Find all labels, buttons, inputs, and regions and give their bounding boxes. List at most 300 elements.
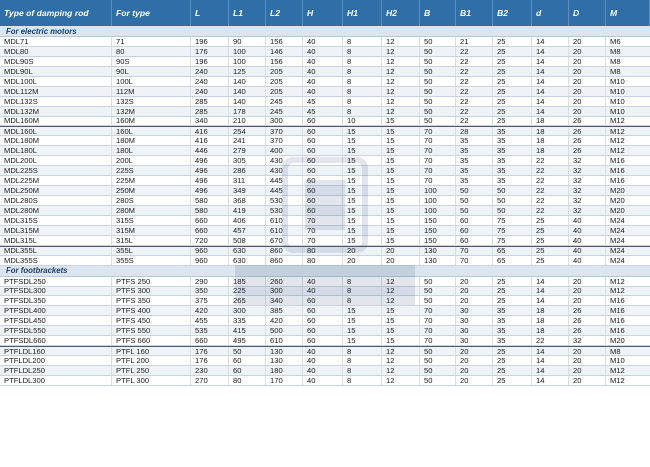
table-cell: 35 [493, 127, 532, 135]
table-cell: 660 [191, 226, 229, 235]
table-cell: 45 [303, 107, 343, 116]
table-cell: 25 [493, 376, 532, 385]
table-cell: 270 [191, 376, 229, 385]
table-cell: 535 [191, 326, 229, 335]
table-cell: 50 [420, 87, 456, 96]
table-row [0, 117, 650, 127]
column-header: L1 [229, 0, 266, 26]
table-row [0, 256, 650, 266]
table-cell: 90 [229, 37, 266, 46]
section-title: For electric motors [0, 26, 650, 37]
table-cell: 370 [266, 127, 303, 135]
table-cell: 20 [343, 247, 382, 255]
table-cell: 15 [343, 196, 382, 205]
table-cell: 340 [266, 296, 303, 305]
column-header: M [606, 0, 650, 26]
table-cell: 25 [493, 287, 532, 296]
table-cell: 40 [303, 366, 343, 375]
table-cell: 960 [191, 247, 229, 255]
table-cell: 50 [493, 186, 532, 195]
table-cell: 50 [420, 77, 456, 86]
table-cell: 180M [112, 136, 191, 145]
table-cell: 290 [191, 277, 229, 286]
table-cell: 22 [532, 166, 569, 175]
table-cell: 20 [569, 37, 606, 46]
table-cell: M16 [610, 326, 625, 336]
table-cell: 430 [266, 166, 303, 175]
table-cell: 70 [420, 326, 456, 335]
table-cell: M10 [610, 76, 625, 86]
table-cell: PTFLDL300 [0, 376, 112, 385]
table-cell: 496 [191, 156, 229, 165]
table-cell: 50 [420, 47, 456, 56]
table-cell: 610 [266, 226, 303, 235]
table-cell: 132M [112, 107, 191, 116]
table-cell: 35 [456, 156, 493, 165]
table-cell: 286 [229, 166, 266, 175]
table-cell: 45 [303, 97, 343, 106]
table-cell: 416 [191, 127, 229, 135]
table-cell: 205 [266, 77, 303, 86]
table-cell: 100 [420, 206, 456, 215]
table-cell: 26 [569, 316, 606, 325]
table-cell: MDL90L [0, 67, 112, 76]
table-cell: 15 [343, 326, 382, 335]
table-cell: 14 [532, 87, 569, 96]
table-cell: 20 [569, 356, 606, 365]
table-cell: 15 [343, 306, 382, 315]
table-cell: 75 [493, 216, 532, 225]
table-cell: 349 [229, 186, 266, 195]
table-cell: M10 [610, 96, 625, 106]
table-cell: 8 [343, 47, 382, 56]
table-cell: 496 [191, 186, 229, 195]
table-row [0, 287, 650, 297]
table-cell: 25 [532, 256, 569, 265]
table-cell: MDL71 [0, 37, 112, 46]
table-cell: 35 [493, 176, 532, 185]
table-cell: M24 [610, 235, 625, 245]
table-cell: 445 [266, 176, 303, 185]
table-cell: 35 [493, 336, 532, 345]
table-cell: 60 [303, 306, 343, 315]
table-cell: 457 [229, 226, 266, 235]
table-cell: 40 [303, 356, 343, 365]
table-cell: 15 [343, 166, 382, 175]
table-cell: 15 [382, 136, 420, 145]
table-cell: 205 [266, 87, 303, 96]
table-row [0, 306, 650, 316]
table-cell: 15 [382, 306, 420, 315]
table-cell: 12 [382, 57, 420, 66]
table-cell: 240 [191, 67, 229, 76]
table-cell: 70 [303, 236, 343, 245]
table-cell: 15 [382, 156, 420, 165]
table-cell: 60 [303, 166, 343, 175]
table-cell: 30 [456, 316, 493, 325]
table-cell: 22 [456, 117, 493, 126]
table-cell: 15 [382, 196, 420, 205]
table-cell: 12 [382, 347, 420, 355]
table-cell: 150 [420, 226, 456, 235]
table-cell: M16 [610, 316, 625, 326]
table-cell: 90S [112, 57, 191, 66]
table-cell: M8 [610, 347, 621, 356]
table-cell: 60 [229, 366, 266, 375]
table-cell: MDL315L [0, 236, 112, 245]
table-cell: 15 [343, 156, 382, 165]
table-cell: 70 [420, 166, 456, 175]
table-cell: 530 [266, 196, 303, 205]
table-cell: 100 [420, 196, 456, 205]
table-cell: 60 [303, 117, 343, 126]
table-cell: PTFSDL350 [0, 296, 112, 305]
table-cell: 150 [420, 216, 456, 225]
table-cell: 40 [303, 376, 343, 385]
table-row [0, 87, 650, 97]
table-cell: 20 [569, 47, 606, 56]
table-cell: 315L [112, 236, 191, 245]
table-cell: PTFL 160 [112, 347, 191, 355]
table-cell: 40 [303, 37, 343, 46]
table-cell: 60 [303, 186, 343, 195]
table-row [0, 67, 650, 77]
table-cell: 355L [112, 247, 191, 255]
table-cell: 176 [191, 347, 229, 355]
table-row [0, 236, 650, 246]
table-header [0, 0, 650, 26]
table-cell: 610 [266, 336, 303, 345]
table-cell: 15 [343, 236, 382, 245]
table-cell: 70 [420, 306, 456, 315]
table-cell: 25 [493, 87, 532, 96]
table-cell: 446 [191, 146, 229, 155]
table-cell: 130 [420, 247, 456, 255]
table-cell: 15 [343, 216, 382, 225]
table-cell: 8 [343, 77, 382, 86]
column-header: d [532, 0, 569, 26]
table-cell: 156 [266, 57, 303, 66]
table-cell: 50 [493, 196, 532, 205]
table-cell: 10 [343, 117, 382, 126]
table-cell: 40 [569, 247, 606, 255]
table-cell: 70 [420, 336, 456, 345]
table-cell: 15 [382, 326, 420, 335]
table-cell: MDL132M [0, 107, 112, 116]
table-cell: 26 [569, 136, 606, 145]
table-cell: 250M [112, 186, 191, 195]
table-cell: 22 [456, 47, 493, 56]
table-cell: 12 [382, 376, 420, 385]
table-cell: 15 [382, 236, 420, 245]
table-cell: 25 [493, 356, 532, 365]
table-cell: M24 [610, 246, 625, 255]
table-cell: 65 [493, 256, 532, 265]
table-cell: PTFLDL200 [0, 356, 112, 365]
table-cell: 25 [493, 366, 532, 375]
table-cell: 240 [191, 77, 229, 86]
table-cell: 22 [532, 196, 569, 205]
table-cell: 8 [343, 87, 382, 96]
table-cell: 32 [569, 166, 606, 175]
table-cell: 445 [266, 186, 303, 195]
table-cell: 14 [532, 366, 569, 375]
table-cell: 22 [456, 87, 493, 96]
table-cell: M16 [610, 166, 625, 176]
table-cell: 50 [420, 376, 456, 385]
table-cell: 35 [456, 176, 493, 185]
table-cell: 15 [382, 206, 420, 215]
table-cell: PTFSDL550 [0, 326, 112, 335]
table-cell: 60 [456, 226, 493, 235]
table-cell: 30 [456, 326, 493, 335]
table-cell: MDL280M [0, 206, 112, 215]
table-cell: 670 [266, 236, 303, 245]
table-cell: 375 [191, 296, 229, 305]
table-cell: 20 [569, 107, 606, 116]
table-cell: 205 [266, 67, 303, 76]
table-cell: 100L [112, 77, 191, 86]
table-cell: 20 [343, 256, 382, 265]
table-cell: 20 [456, 376, 493, 385]
table-cell: M10 [610, 106, 625, 116]
table-cell: 12 [382, 296, 420, 305]
table-cell: PTFSDL400 [0, 306, 112, 315]
table-cell: 300 [266, 117, 303, 126]
table-cell: 495 [229, 336, 266, 345]
table-cell: MDL315S [0, 216, 112, 225]
column-header: B1 [456, 0, 493, 26]
table-cell: 60 [303, 136, 343, 145]
table-cell: MDL250M [0, 186, 112, 195]
table-cell: 25 [493, 77, 532, 86]
table-cell: 25 [493, 47, 532, 56]
table-cell: 20 [456, 356, 493, 365]
table-cell: MDL112M [0, 87, 112, 96]
table-cell: 32 [569, 336, 606, 345]
table-cell: 22 [456, 67, 493, 76]
table-cell: 50 [420, 277, 456, 286]
table-cell: PTFLDL250 [0, 366, 112, 375]
table-cell: 200L [112, 156, 191, 165]
table-row [0, 166, 650, 176]
table-cell: M16 [610, 296, 625, 306]
table-cell: PTFS 660 [112, 336, 191, 345]
table-cell: 20 [569, 296, 606, 305]
column-header: B2 [493, 0, 532, 26]
table-cell: 860 [266, 256, 303, 265]
table-cell: 15 [382, 127, 420, 135]
table-cell: MDL225M [0, 176, 112, 185]
table-cell: 40 [569, 256, 606, 265]
table-cell: 960 [191, 256, 229, 265]
table-cell: 400 [266, 146, 303, 155]
table-cell: 20 [456, 296, 493, 305]
table-cell: 25 [532, 226, 569, 235]
table-cell: M10 [610, 356, 625, 365]
table-cell: 75 [493, 226, 532, 235]
table-cell: 285 [191, 97, 229, 106]
table-cell: 860 [266, 247, 303, 255]
table-cell: 50 [420, 97, 456, 106]
table-cell: 40 [303, 47, 343, 56]
table-cell: 280S [112, 196, 191, 205]
table-cell: 15 [382, 166, 420, 175]
table-cell: 455 [191, 316, 229, 325]
table-cell: PTFSDL660 [0, 336, 112, 345]
table-cell: 12 [382, 356, 420, 365]
table-cell: 26 [569, 306, 606, 315]
table-cell: 385 [266, 306, 303, 315]
table-cell: 25 [532, 236, 569, 245]
table-cell: 14 [532, 277, 569, 286]
column-header: H [303, 0, 343, 26]
table-row [0, 346, 650, 356]
table-cell: 70 [420, 176, 456, 185]
table-cell: 15 [382, 336, 420, 345]
table-cell: 630 [229, 256, 266, 265]
table-cell: MDL225S [0, 166, 112, 175]
table-cell: M6 [610, 37, 621, 46]
table-cell: 178 [229, 107, 266, 116]
table-cell: 35 [456, 166, 493, 175]
table-cell: 70 [420, 146, 456, 155]
table-cell: 241 [229, 136, 266, 145]
table-cell: 15 [343, 127, 382, 135]
table-cell: 420 [266, 316, 303, 325]
table-cell: 18 [532, 136, 569, 145]
table-row [0, 216, 650, 226]
table-cell: 420 [191, 306, 229, 315]
table-cell: 20 [456, 277, 493, 286]
table-cell: 368 [229, 196, 266, 205]
table-row [0, 146, 650, 156]
table-cell: M12 [610, 375, 625, 385]
table-cell: 230 [191, 366, 229, 375]
table-cell: 240 [191, 87, 229, 96]
table-cell: PTFSDL250 [0, 277, 112, 286]
table-cell: 18 [532, 127, 569, 135]
table-cell: 50 [493, 206, 532, 215]
table-cell: MDL180L [0, 146, 112, 155]
table-cell: 20 [569, 366, 606, 375]
table-cell: 315S [112, 216, 191, 225]
table-cell: 20 [569, 347, 606, 355]
table-cell: 14 [532, 37, 569, 46]
table-cell: 22 [456, 107, 493, 116]
table-cell: MDL90S [0, 57, 112, 66]
table-cell: 12 [382, 87, 420, 96]
table-cell: 22 [456, 57, 493, 66]
table-cell: 20 [569, 376, 606, 385]
table-cell: MDL280S [0, 196, 112, 205]
table-cell: 419 [229, 206, 266, 215]
table-cell: 20 [569, 277, 606, 286]
table-cell: PTFSDL300 [0, 287, 112, 296]
table-cell: 71 [112, 37, 191, 46]
table-cell: 32 [569, 196, 606, 205]
table-cell: M12 [610, 276, 625, 286]
table-cell: 500 [266, 326, 303, 335]
table-cell: 305 [229, 156, 266, 165]
table-cell: 35 [456, 146, 493, 155]
table-cell: 70 [420, 136, 456, 145]
table-cell: 26 [569, 127, 606, 135]
table-cell: 8 [343, 37, 382, 46]
table-cell: 112M [112, 87, 191, 96]
table-cell: 406 [229, 216, 266, 225]
table-cell: 210 [229, 117, 266, 126]
table-cell: 12 [382, 47, 420, 56]
column-header: D [569, 0, 606, 26]
table-cell: 254 [229, 127, 266, 135]
table-row [0, 136, 650, 146]
table-cell: 12 [382, 77, 420, 86]
table-cell: 160L [112, 127, 191, 135]
table-cell: 25 [493, 97, 532, 106]
table-cell: 32 [569, 186, 606, 195]
table-cell: 15 [382, 226, 420, 235]
table-cell: 14 [532, 287, 569, 296]
table-cell: 60 [456, 236, 493, 245]
table-cell: 25 [493, 57, 532, 66]
table-cell: 15 [343, 206, 382, 215]
table-cell: 140 [229, 77, 266, 86]
table-cell: 25 [493, 67, 532, 76]
table-cell: 50 [456, 206, 493, 215]
table-cell: 508 [229, 236, 266, 245]
table-cell: 80 [112, 47, 191, 56]
table-cell: 15 [382, 176, 420, 185]
table-cell: 140 [229, 97, 266, 106]
table-cell: M12 [610, 127, 625, 136]
table-cell: 8 [343, 57, 382, 66]
table-cell: M24 [610, 215, 625, 225]
table-cell: 14 [532, 376, 569, 385]
table-cell: 580 [191, 206, 229, 215]
table-cell: MDL355L [0, 247, 112, 255]
table-cell: 70 [456, 247, 493, 255]
table-cell: 225S [112, 166, 191, 175]
table-cell: 65 [493, 247, 532, 255]
table-cell: M16 [610, 176, 625, 186]
table-cell: 20 [569, 287, 606, 296]
table-row [0, 126, 650, 136]
table-cell: 15 [382, 146, 420, 155]
table-cell: M24 [610, 255, 625, 265]
table-row [0, 246, 650, 256]
table-cell: 8 [343, 67, 382, 76]
table-cell: 60 [303, 326, 343, 335]
table-cell: 28 [456, 127, 493, 135]
table-cell: 185 [229, 277, 266, 286]
table-cell: 35 [493, 166, 532, 175]
table-cell: 40 [303, 67, 343, 76]
table-cell: PTFS 300 [112, 287, 191, 296]
table-row [0, 156, 650, 166]
table-cell: PTFS 350 [112, 296, 191, 305]
table-cell: PTFL 250 [112, 366, 191, 375]
table-cell: 279 [229, 146, 266, 155]
section-title: For footbrackets [0, 266, 650, 277]
table-cell: 660 [191, 336, 229, 345]
table-cell: 35 [493, 306, 532, 315]
table-cell: 14 [532, 77, 569, 86]
column-header: B [420, 0, 456, 26]
table-cell: 12 [382, 277, 420, 286]
table-cell: 12 [382, 67, 420, 76]
table-cell: 80 [229, 376, 266, 385]
